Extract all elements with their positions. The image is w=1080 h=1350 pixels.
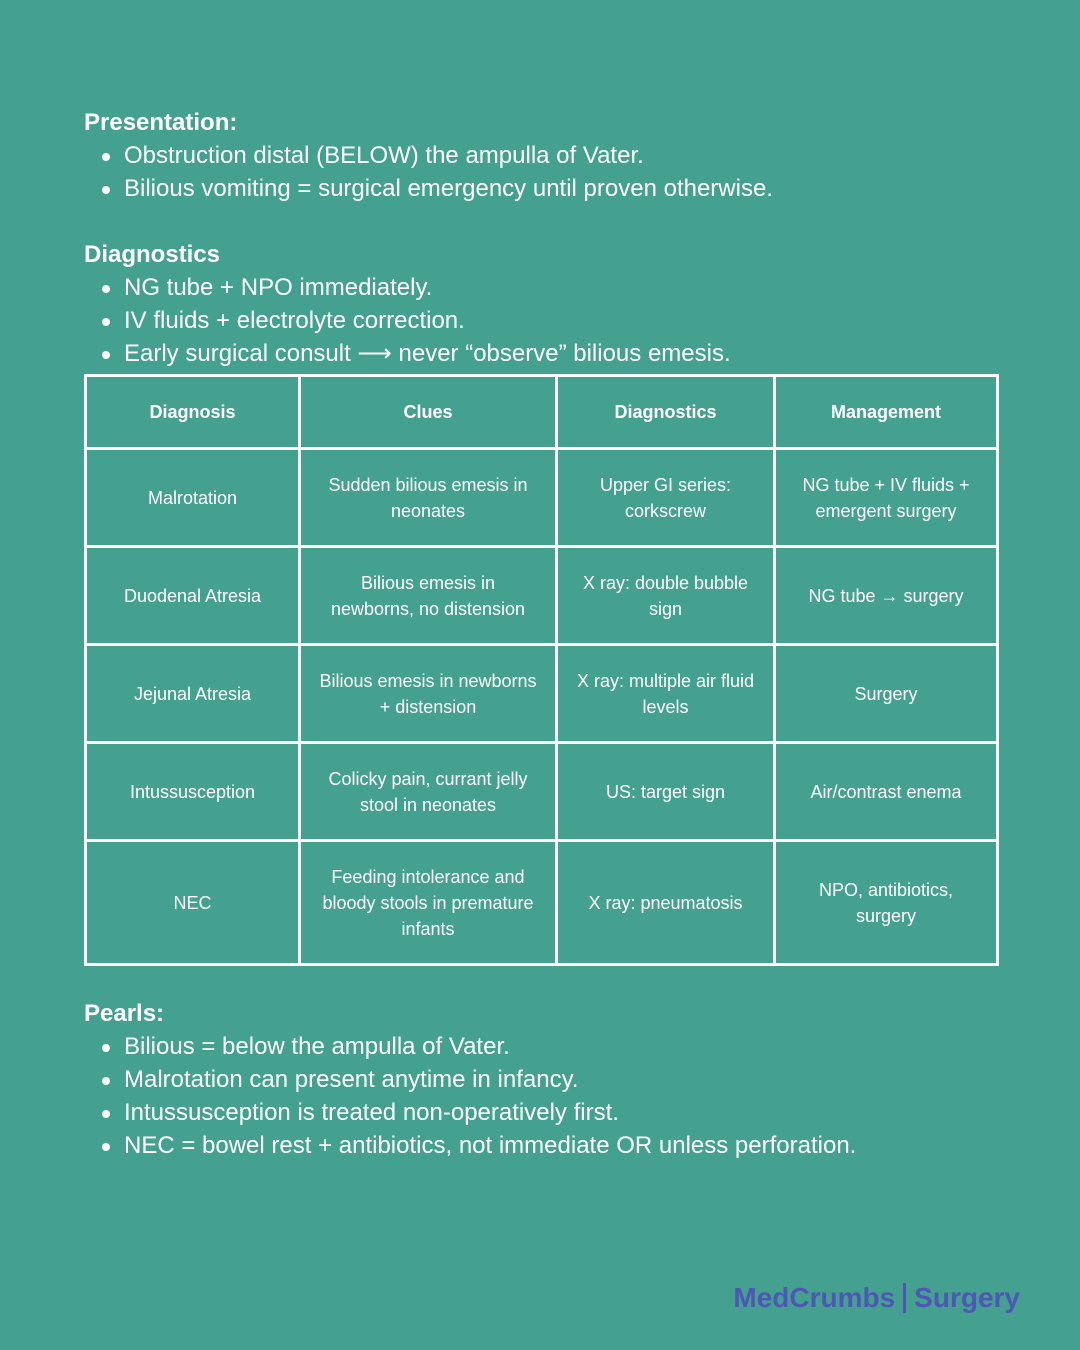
cell-diagnostics: X ray: double bubble sign — [557, 547, 775, 645]
header-diagnosis: Diagnosis — [86, 376, 300, 449]
header-diagnostics: Diagnostics — [557, 376, 775, 449]
bullet-icon — [102, 1143, 110, 1151]
cell-management: Air/contrast enema — [775, 743, 998, 841]
cell-diagnosis: Intussusception — [86, 743, 300, 841]
list-item-text: Intussusception is treated non-operatively first. — [124, 1099, 619, 1126]
table-header-row — [86, 376, 998, 449]
list-item-text: Malrotation can present anytime in infancy. — [124, 1066, 579, 1093]
list-item — [84, 1030, 1004, 1063]
cell-clues: Bilious emesis in newborns + distension — [300, 645, 557, 743]
presentation-section — [84, 106, 1004, 205]
table-row — [86, 841, 998, 965]
header-clues: Clues — [300, 376, 557, 449]
table-row — [86, 449, 998, 547]
list-item — [84, 1096, 1004, 1129]
table-row — [86, 645, 998, 743]
list-item — [84, 139, 1004, 172]
cell-management: NG tube + IV fluids + emergent surgery — [775, 449, 998, 547]
diagnosis-table — [84, 374, 999, 966]
bullet-icon — [102, 351, 110, 359]
list-item-text: Early surgical consult ⟶ never “observe” bilious emesis. — [124, 340, 731, 367]
diagnostics-section — [84, 238, 1004, 370]
list-item-text: IV fluids + electrolyte correction. — [124, 307, 465, 334]
cell-diagnosis: NEC — [86, 841, 300, 965]
list-item-text: Bilious vomiting = surgical emergency until proven otherwise. — [124, 175, 773, 202]
bullet-icon — [102, 186, 110, 194]
pearls-heading: Pearls: — [84, 1000, 165, 1027]
bullet-icon — [102, 1077, 110, 1085]
brand-divider — [903, 1283, 906, 1313]
cell-diagnosis: Jejunal Atresia — [86, 645, 300, 743]
list-item — [84, 337, 1004, 370]
pearls-list — [84, 1030, 1004, 1162]
bullet-icon — [102, 318, 110, 326]
brand-logo — [733, 1282, 1020, 1314]
list-item-text: NEC = bowel rest + antibiotics, not immediate OR unless perforation. — [124, 1132, 857, 1159]
cell-diagnostics: X ray: multiple air fluid levels — [557, 645, 775, 743]
cell-management: Surgery — [775, 645, 998, 743]
list-item — [84, 1063, 1004, 1096]
header-management: Management — [775, 376, 998, 449]
bullet-icon — [102, 153, 110, 161]
cell-management: NG tube → surgery — [775, 547, 998, 645]
cell-diagnostics: X ray: pneumatosis — [557, 841, 775, 965]
table-row — [86, 743, 998, 841]
cell-clues: Colicky pain, currant jelly stool in neonates — [300, 743, 557, 841]
cell-diagnostics: Upper GI series: corkscrew — [557, 449, 775, 547]
presentation-heading: Presentation: — [84, 109, 238, 136]
diagnostics-list — [84, 271, 1004, 370]
list-item — [84, 304, 1004, 337]
cell-clues: Bilious emesis in newborns, no distension — [300, 547, 557, 645]
list-item — [84, 172, 1004, 205]
presentation-list — [84, 139, 1004, 205]
list-item-text: NG tube + NPO immediately. — [124, 274, 433, 301]
cell-diagnostics: US: target sign — [557, 743, 775, 841]
list-item-text: Bilious = below the ampulla of Vater. — [124, 1033, 510, 1060]
cell-diagnosis: Malrotation — [86, 449, 300, 547]
bullet-icon — [102, 285, 110, 293]
cell-management: NPO, antibiotics, surgery — [775, 841, 998, 965]
table-row — [86, 547, 998, 645]
pearls-section — [84, 997, 1004, 1162]
cell-diagnosis: Duodenal Atresia — [86, 547, 300, 645]
bullet-icon — [102, 1110, 110, 1118]
cell-clues: Feeding intolerance and bloody stools in premature infants — [300, 841, 557, 965]
brand-name: MedCrumbs — [733, 1282, 896, 1313]
brand-section: Surgery — [914, 1282, 1020, 1313]
list-item — [84, 271, 1004, 304]
diagnostics-heading: Diagnostics — [84, 241, 221, 268]
list-item-text: Obstruction distal (BELOW) the ampulla of Vater. — [124, 142, 644, 169]
list-item — [84, 1129, 1004, 1162]
bullet-icon — [102, 1044, 110, 1052]
cell-clues: Sudden bilious emesis in neonates — [300, 449, 557, 547]
